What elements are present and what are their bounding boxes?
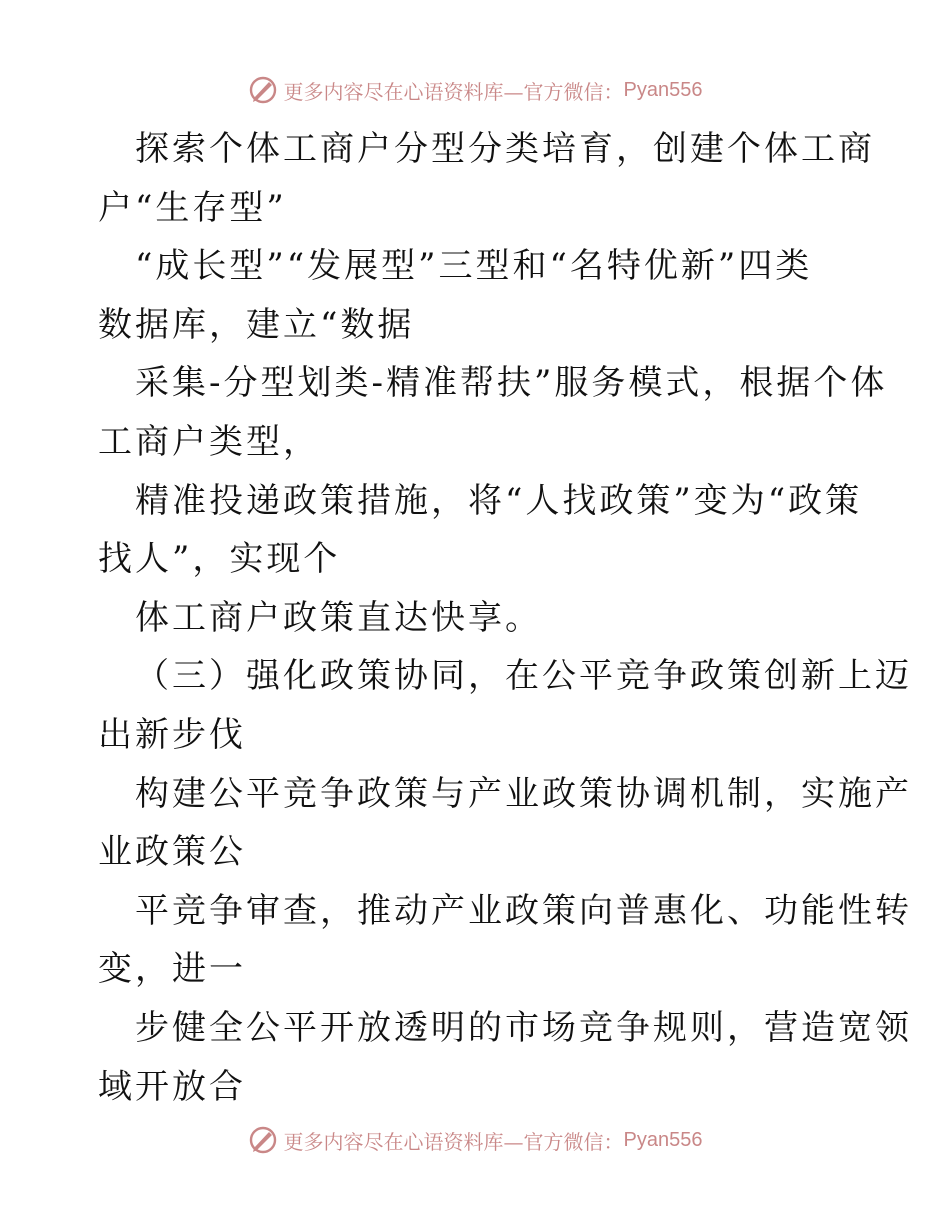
text-line: 探索个体工商户分型分类培育，创建个体工商 xyxy=(135,129,875,169)
text-line: 精准投递政策措施，将“人找政策”变为“政策 xyxy=(135,480,863,521)
text-line: 找人”，实现个 xyxy=(98,539,341,580)
watermark-footer xyxy=(0,1120,950,1160)
text-line: 变，进一 xyxy=(98,949,246,990)
feather-pen-seal-icon xyxy=(248,75,278,105)
text-line: 业政策公 xyxy=(98,832,246,873)
watermark-text: 更多内容尽在心语资料库—官方微信： xyxy=(283,1129,624,1154)
text-line: 平竞争审查，推动产业政策向普惠化、功能性转 xyxy=(135,890,912,931)
feather-pen-seal-icon xyxy=(248,1125,278,1155)
watermark-header xyxy=(0,70,950,110)
document-body xyxy=(98,120,912,1116)
text-line: 户“生存型” xyxy=(98,187,287,228)
text-line: 数据库，建立“数据 xyxy=(98,304,415,345)
text-line: 工商户类型， xyxy=(98,421,320,462)
text-line: 域开放合 xyxy=(98,1066,246,1107)
text-line: 步健全公平开放透明的市场竞争规则，营造宽领 xyxy=(135,1007,912,1048)
watermark-wechat-id: Pyan556 xyxy=(623,78,703,101)
text-line: “成长型”“发展型”三型和“名特优新”四类 xyxy=(135,246,813,287)
watermark-wechat-id: Pyan556 xyxy=(623,1128,703,1151)
text-line: 体工商户政策直达快享。 xyxy=(135,597,542,638)
section-heading: （三）强化政策协同，在公平竞争政策创新上迈 xyxy=(135,656,912,697)
text-line: 构建公平竞争政策与产业政策协调机制，实施产 xyxy=(135,773,912,814)
text-line: 采集-分型划类-精准帮扶”服务模式，根据个体 xyxy=(135,363,888,404)
watermark-text: 更多内容尽在心语资料库—官方微信： xyxy=(283,79,624,104)
section-heading-continued: 出新步伐 xyxy=(98,714,246,755)
